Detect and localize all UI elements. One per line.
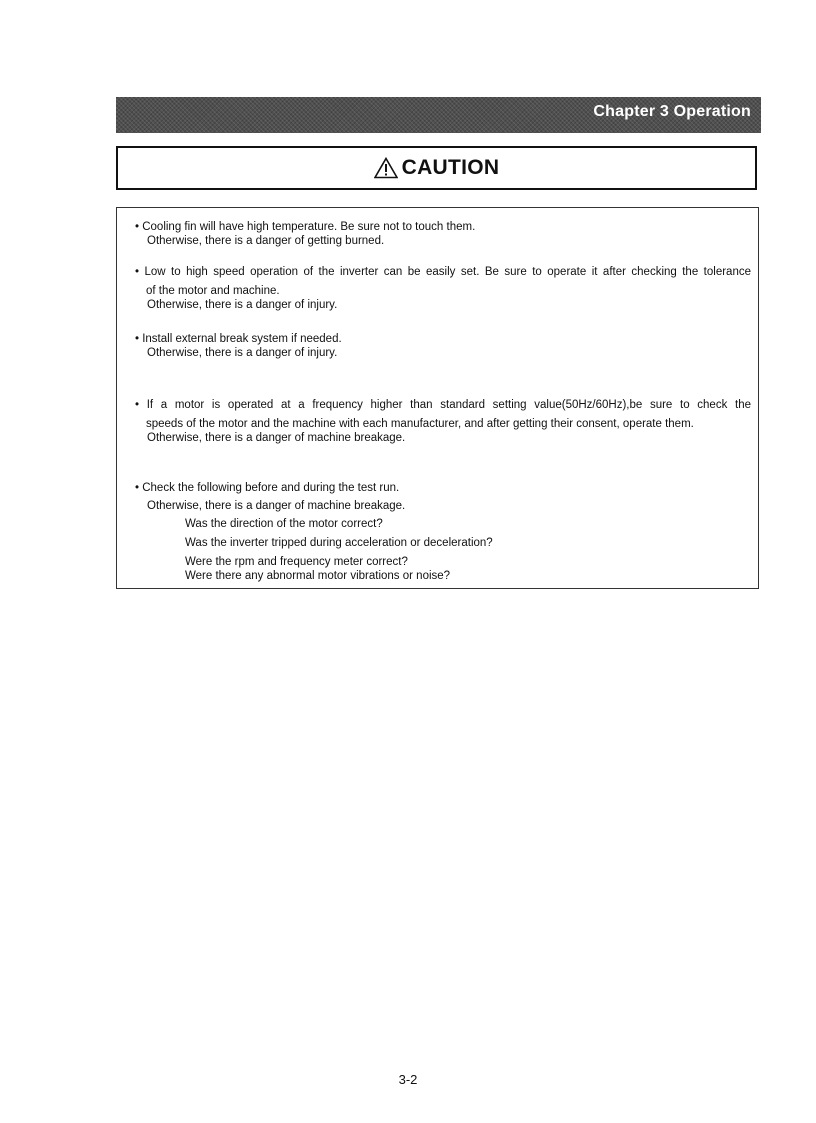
chapter-title: Chapter 3 Operation <box>593 103 751 120</box>
continuation-text: of the motor and machine. <box>146 285 280 297</box>
bullet-text: • Low to high speed operation of the inverter can be easily set. Be sure to operate it after checking the tolerance <box>135 266 751 278</box>
consequence-text: Otherwise, there is a danger of getting burned. <box>147 235 385 247</box>
check-item: Were the rpm and frequency meter correct? <box>185 556 408 568</box>
consequence-text: Otherwise, there is a danger of machine breakage. <box>147 500 406 512</box>
bullet-text: • Check the following before and during the test run. <box>135 482 400 494</box>
bullet-text: • Cooling fin will have high temperature. Be sure not to touch them. <box>135 221 476 233</box>
check-item: Was the direction of the motor correct? <box>185 518 383 530</box>
bullet-text: • If a motor is operated at a frequency higher than standard setting value(50Hz/60Hz),be sure to check the <box>135 399 751 411</box>
page-number: 3-2 <box>398 1072 418 1087</box>
chapter-header-bar <box>116 97 761 133</box>
warning-triangle-icon <box>374 157 398 179</box>
bullet-text: • Install external break system if needed. <box>135 333 342 345</box>
check-item: Were there any abnormal motor vibrations or noise? <box>185 570 451 582</box>
continuation-text: speeds of the motor and the machine with each manufacturer, and after getting their consent, operate them. <box>146 418 694 430</box>
consequence-text: Otherwise, there is a danger of injury. <box>147 347 338 359</box>
consequence-text: Otherwise, there is a danger of injury. <box>147 299 338 311</box>
check-item: Was the inverter tripped during acceleration or deceleration? <box>185 537 493 549</box>
consequence-text: Otherwise, there is a danger of machine breakage. <box>147 432 406 444</box>
caution-content <box>116 207 759 589</box>
caution-banner <box>116 146 757 190</box>
caution-title: CAUTION <box>401 156 500 179</box>
